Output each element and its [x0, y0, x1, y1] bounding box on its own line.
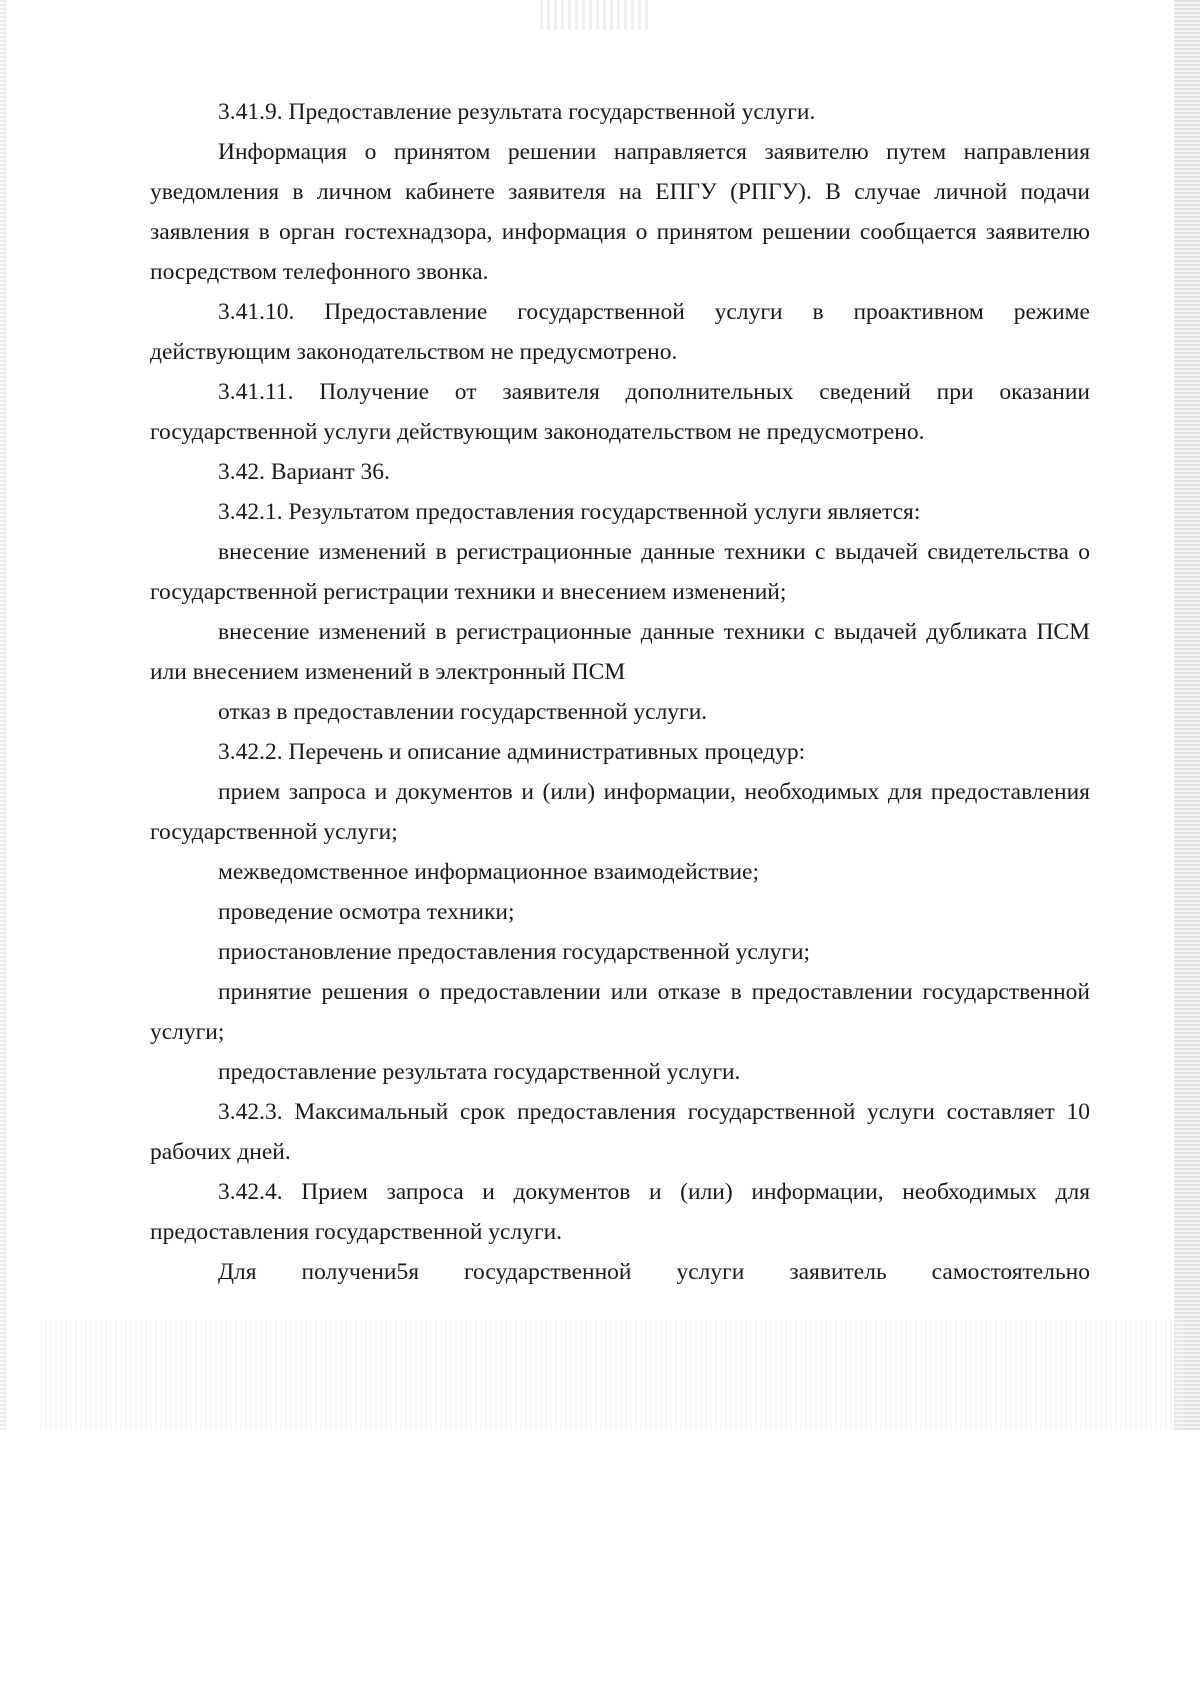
- paragraph-continued: Для получени5я государственной услуги заявитель самостоятельно: [218, 1259, 1090, 1285]
- section-heading: 3.41.9. Предоставление результата государственной услуги.: [218, 99, 816, 125]
- scan-noise-top: [540, 0, 650, 30]
- list-item: прием запроса и документов и (или) информации, необходимых для предоставления государственной услуги;: [150, 779, 1090, 845]
- paragraph: 3.42.4. Прием запроса и документов и (или) информации, необходимых для предоставления государственной услуги.: [150, 1179, 1090, 1245]
- list-item: межведомственное информационное взаимодействие;: [218, 859, 760, 885]
- paragraph: 3.41.11. Получение от заявителя дополнительных сведений при оказании государственной услуги действующим законодательством не предусмотрено.: [150, 379, 1090, 445]
- list-item: проведение осмотра техники;: [218, 899, 515, 925]
- list-item: отказ в предоставлении государственной услуги.: [218, 699, 708, 725]
- list-item: принятие решения о предоставлении или отказе в предоставлении государственной услуги;: [150, 979, 1090, 1045]
- scan-edge-right: [1174, 0, 1200, 1430]
- paragraph: 3.42.3. Максимальный срок предоставления государственной услуги составляет 10 рабочих дней.: [150, 1099, 1090, 1165]
- list-item: внесение изменений в регистрационные данные техники с выдачей дубликата ПСМ или внесением изменений в электронный ПСМ: [150, 619, 1090, 685]
- scan-noise-bottom: [40, 1320, 1180, 1430]
- paragraph: 3.42.1. Результатом предоставления государственной услуги является:: [218, 499, 921, 525]
- list-item: внесение изменений в регистрационные данные техники с выдачей свидетельства о государственной регистрации техники и внесением изменений;: [150, 539, 1090, 605]
- section-heading: 3.42. Вариант 36.: [218, 459, 390, 485]
- document-body: [150, 92, 1090, 1292]
- list-item: приостановление предоставления государственной услуги;: [218, 939, 811, 965]
- paragraph: 3.41.10. Предоставление государственной услуги в проактивном режиме действующим законодательством не предусмотрено.: [150, 299, 1090, 365]
- paragraph: 3.42.2. Перечень и описание административных процедур:: [218, 739, 806, 765]
- list-item: предоставление результата государственной услуги.: [218, 1059, 741, 1085]
- scan-edge-left: [0, 0, 6, 1430]
- paragraph: Информация о принятом решении направляется заявителю путем направления уведомления в личном кабинете заявителя на ЕПГУ (РПГУ). В случае личной подачи заявления в орган гостехнадзора, информация о принятом решении сообщается заявителю посредством телефонного звонка.: [150, 139, 1090, 285]
